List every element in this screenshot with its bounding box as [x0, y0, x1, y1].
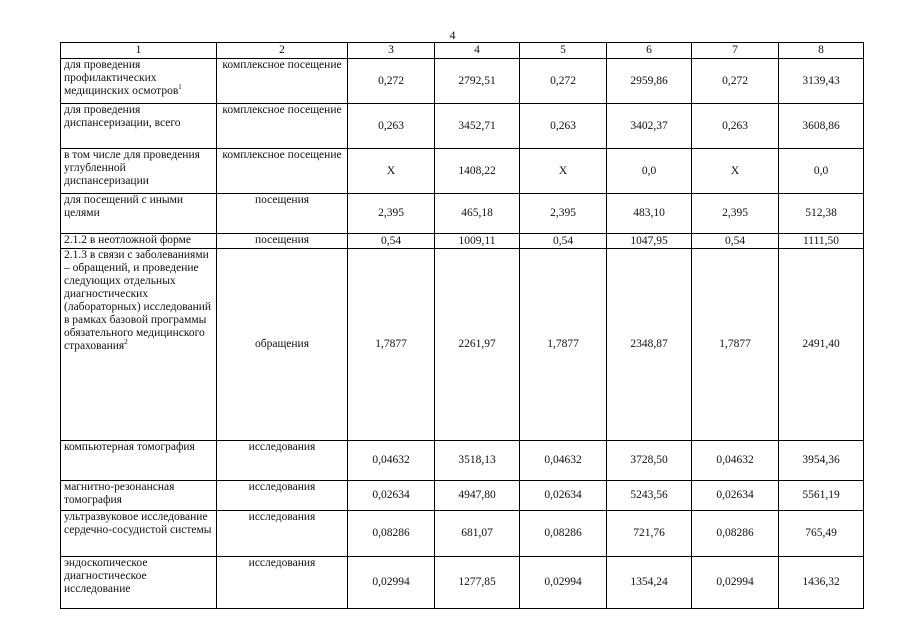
value-cell: 0,02634 [520, 481, 607, 511]
value-cell: 0,04632 [520, 441, 607, 481]
value-cell: 2,395 [692, 194, 779, 234]
column-header: 8 [779, 43, 864, 59]
value-cell: 3402,37 [607, 104, 692, 149]
row-name: ультразвуковое исследование сердечно-сосудистой системы [64, 511, 212, 536]
row-name-cell [61, 249, 217, 441]
value-cell: 0,54 [692, 234, 779, 249]
value-cell: 0,08286 [520, 511, 607, 557]
table-row [61, 441, 864, 481]
unit-cell: посещения [217, 194, 348, 234]
value-cell: 0,04632 [348, 441, 435, 481]
value-cell: 0,0 [779, 149, 864, 194]
value-cell: 3518,13 [435, 441, 520, 481]
table-row [61, 59, 864, 104]
value-cell: 0,02634 [348, 481, 435, 511]
row-name-cell [61, 234, 217, 249]
footnote-mark: 1 [178, 83, 182, 92]
value-cell: 0,08286 [692, 511, 779, 557]
row-name: магнитно-резонансная томография [64, 481, 175, 506]
value-cell: 465,18 [435, 194, 520, 234]
value-cell: 3954,36 [779, 441, 864, 481]
row-name: 2.1.3 в связи с заболеваниями – обращений, и проведение следующих отдельных диагностических (лабораторных) исследований в рамках базовой программы обязательного медицинского страхования [64, 249, 212, 352]
row-name: в том числе для проведения углубленной диспансеризации [64, 149, 200, 187]
value-cell: 5561,19 [779, 481, 864, 511]
row-name-cell [61, 59, 217, 104]
column-header: 2 [217, 43, 348, 59]
unit-cell: комплексное посещение [217, 104, 348, 149]
value-cell: 0,02634 [692, 481, 779, 511]
value-cell: 0,272 [692, 59, 779, 104]
value-cell: X [692, 149, 779, 194]
tariff-table [60, 42, 864, 609]
value-cell: 2491,40 [779, 249, 864, 441]
column-header: 5 [520, 43, 607, 59]
row-name-cell [61, 481, 217, 511]
page-number: 4 [449, 28, 456, 42]
value-cell: 1111,50 [779, 234, 864, 249]
value-cell: 3139,43 [779, 59, 864, 104]
value-cell: 2261,97 [435, 249, 520, 441]
value-cell: 0,04632 [692, 441, 779, 481]
table-row [61, 481, 864, 511]
value-cell: 0,263 [692, 104, 779, 149]
unit-cell: исследования [217, 441, 348, 481]
value-cell: 765,49 [779, 511, 864, 557]
value-cell: 1009,11 [435, 234, 520, 249]
value-cell: 1277,85 [435, 557, 520, 609]
value-cell: 0,08286 [348, 511, 435, 557]
value-cell: 2959,86 [607, 59, 692, 104]
value-cell: 0,263 [520, 104, 607, 149]
value-cell: 681,07 [435, 511, 520, 557]
row-name-cell [61, 194, 217, 234]
value-cell: 1354,24 [607, 557, 692, 609]
value-cell: X [520, 149, 607, 194]
value-cell: 0,0 [607, 149, 692, 194]
value-cell: 3608,86 [779, 104, 864, 149]
row-name: эндоскопическое диагностическое исследование [64, 557, 148, 595]
value-cell: 1,7877 [692, 249, 779, 441]
value-cell: 0,02994 [692, 557, 779, 609]
value-cell: X [348, 149, 435, 194]
footnote-mark: 2 [124, 338, 128, 347]
unit-cell: посещения [217, 234, 348, 249]
table-row [61, 249, 864, 441]
unit-cell: комплексное посещение [217, 59, 348, 104]
value-cell: 0,263 [348, 104, 435, 149]
value-cell: 2348,87 [607, 249, 692, 441]
unit-cell: исследования [217, 511, 348, 557]
row-name: для посещений с иными целями [64, 194, 184, 219]
value-cell: 0,272 [348, 59, 435, 104]
unit-cell: обращения [217, 249, 348, 441]
column-header: 6 [607, 43, 692, 59]
row-name-cell [61, 511, 217, 557]
value-cell: 3728,50 [607, 441, 692, 481]
unit-cell: комплексное посещение [217, 149, 348, 194]
column-header: 1 [61, 43, 217, 59]
value-cell: 3452,71 [435, 104, 520, 149]
value-cell: 1408,22 [435, 149, 520, 194]
value-cell: 0,02994 [348, 557, 435, 609]
unit-cell: исследования [217, 557, 348, 609]
value-cell: 0,54 [520, 234, 607, 249]
column-header: 3 [348, 43, 435, 59]
value-cell: 1,7877 [520, 249, 607, 441]
header-row [61, 43, 864, 59]
table-row [61, 104, 864, 149]
value-cell: 0,54 [348, 234, 435, 249]
unit-cell: исследования [217, 481, 348, 511]
row-name: 2.1.2 в неотложной форме [64, 234, 192, 246]
value-cell: 0,272 [520, 59, 607, 104]
row-name-cell [61, 104, 217, 149]
row-name: компьютерная томография [64, 441, 195, 453]
column-header: 7 [692, 43, 779, 59]
row-name-cell [61, 441, 217, 481]
row-name-cell [61, 557, 217, 609]
value-cell: 1047,95 [607, 234, 692, 249]
value-cell: 1,7877 [348, 249, 435, 441]
table-row [61, 557, 864, 609]
value-cell: 2,395 [348, 194, 435, 234]
column-header: 4 [435, 43, 520, 59]
value-cell: 721,76 [607, 511, 692, 557]
value-cell: 4947,80 [435, 481, 520, 511]
value-cell: 512,38 [779, 194, 864, 234]
value-cell: 2,395 [520, 194, 607, 234]
table-row [61, 149, 864, 194]
row-name-cell [61, 149, 217, 194]
value-cell: 5243,56 [607, 481, 692, 511]
value-cell: 0,02994 [520, 557, 607, 609]
row-name: для проведения профилактических медицинских осмотров [64, 59, 179, 97]
value-cell: 1436,32 [779, 557, 864, 609]
table-row [61, 511, 864, 557]
table-row [61, 194, 864, 234]
value-cell: 2792,51 [435, 59, 520, 104]
row-name: для проведения диспансеризации, всего [64, 104, 181, 129]
value-cell: 483,10 [607, 194, 692, 234]
table-row [61, 234, 864, 249]
